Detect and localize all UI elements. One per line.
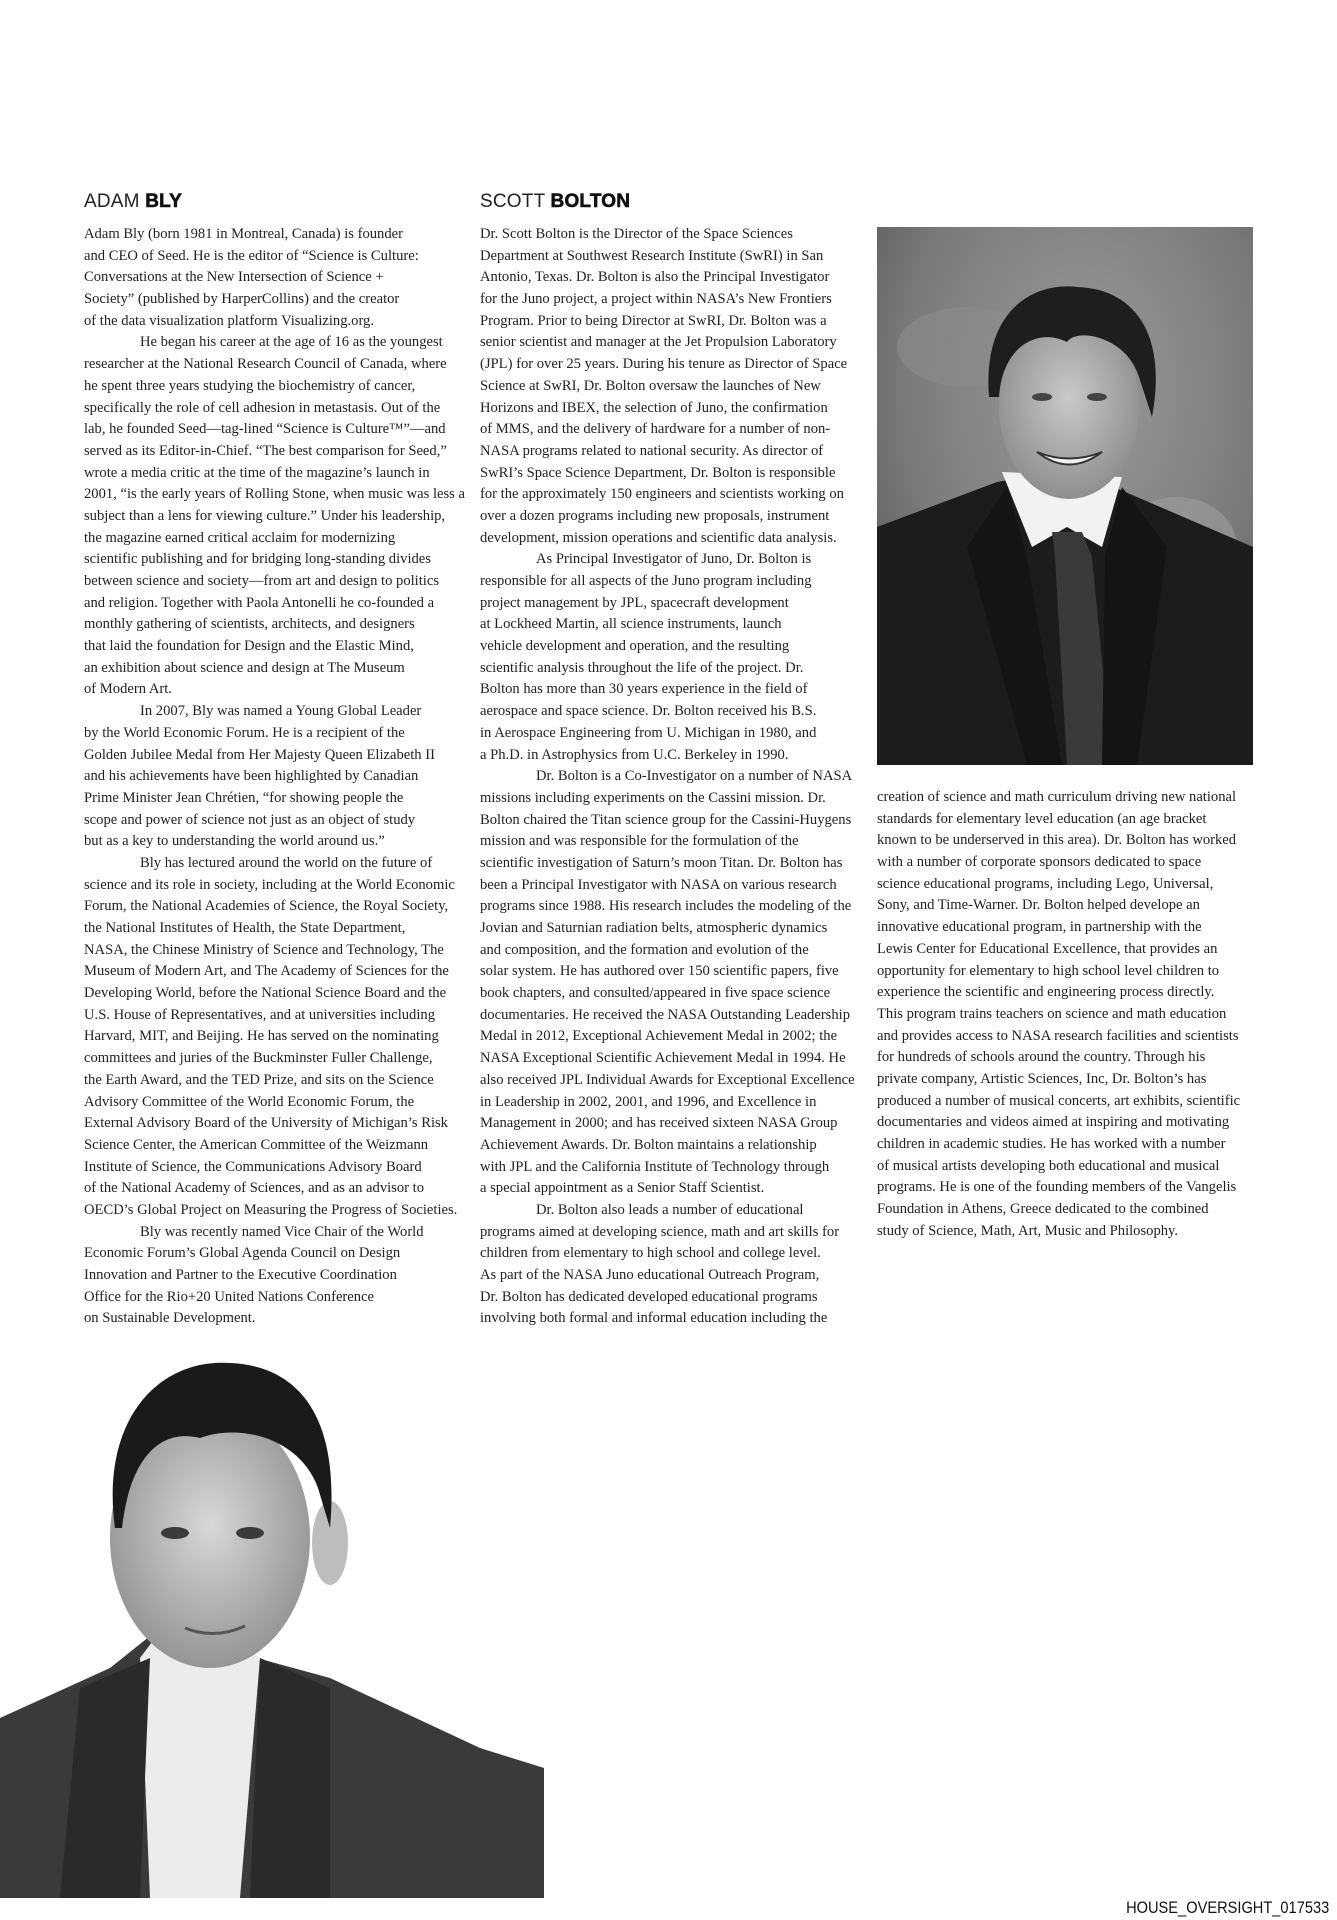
bly-bio-line: the Earth Award, and the TED Prize, and sits on the Science xyxy=(84,1071,434,1088)
bolton-bio-line: Medal in 2012, Exceptional Achievement Medal in 2002; the xyxy=(480,1028,838,1045)
bolton-bio-line: NASA Exceptional Scientific Achievement Medal in 1994. He xyxy=(480,1050,846,1067)
bolton-bio-line: book chapters, and consulted/appeared in five space science xyxy=(480,985,831,1002)
bolton-bio-line: in Leadership in 2002, 2001, and 1996, and Excellence in xyxy=(480,1093,817,1110)
bolton-bio-line: This program trains teachers on science and math education xyxy=(877,1005,1227,1022)
bly-bio-line: he spent three years studying the biochemistry of cancer, xyxy=(84,377,416,394)
bly-bio-line: Adam Bly (born 1981 in Montreal, Canada) is founder xyxy=(84,226,403,242)
bolton-bio-line: of MMS, and the delivery of hardware for a number of non- xyxy=(480,421,831,438)
document-id-footer: HOUSE_OVERSIGHT_017533 xyxy=(1125,1898,1329,1917)
bly-first-name: ADAM xyxy=(84,191,140,212)
bolton-bio-line: and composition, and the formation and evolution of the xyxy=(480,941,809,958)
bolton-bio-line: Dr. Bolton also leads a number of educational xyxy=(536,1201,804,1218)
bolton-bio-line: solar system. He has authored over 150 scientific papers, five xyxy=(480,963,839,980)
bly-last-name: BLY xyxy=(145,191,183,212)
bly-bio-line: researcher at the National Research Council of Canada, where xyxy=(84,356,447,373)
bolton-bio-line: Dr. Scott Bolton is the Director of the Space Sciences xyxy=(480,226,793,242)
bolton-bio-column xyxy=(480,224,855,1330)
bolton-bio-line: Department at Southwest Research Institute (SwRI) in San xyxy=(480,247,824,264)
bly-bio-line: of Modern Art. xyxy=(84,681,172,698)
bolton-bio-line: Achievement Awards. Dr. Bolton maintains a relationship xyxy=(480,1136,817,1153)
bolton-last-name: BOLTON xyxy=(550,191,631,212)
bly-bio-line: Golden Jubilee Medal from Her Majesty Queen Elizabeth II xyxy=(84,746,435,763)
bolton-bio-line: development, mission operations and scientific data analysis. xyxy=(480,529,837,546)
bolton-bio-line: programs since 1988. His research includes the modeling of the xyxy=(480,898,852,915)
bly-bio-line: Society” (published by HarperCollins) and the creator xyxy=(84,291,400,308)
bolton-bio-line: Dr. Bolton has dedicated developed educational programs xyxy=(480,1288,818,1305)
bolton-bio-line: As part of the NASA Juno educational Outreach Program, xyxy=(480,1267,820,1283)
bly-bio-line: Bly was recently named Vice Chair of the World xyxy=(140,1223,424,1240)
bolton-bio-line: programs. He is one of the founding members of the Vangelis xyxy=(877,1179,1237,1196)
bolton-bio-line: Sony, and Time-Warner. Dr. Bolton helped develope an xyxy=(877,897,1200,914)
bly-bio-line: Harvard, MIT, and Beijing. He has served on the nominating xyxy=(84,1028,439,1045)
bly-bio-line: specifically the role of cell adhesion in metastasis. Out of the xyxy=(84,399,441,416)
bolton-bio-line: documentaries and videos aimed at inspiring and motivating xyxy=(877,1114,1230,1131)
bly-bio-line: the magazine earned critical acclaim for modernizing xyxy=(84,529,396,546)
bly-bio-line: between science and society—from art and design to politics xyxy=(84,573,440,589)
bly-bio-line: scientific publishing and for bridging long-standing divides xyxy=(84,551,431,568)
bly-bio-line: Prime Minister Jean Chrétien, “for showing people the xyxy=(84,789,404,806)
bly-bio-line: an exhibition about science and design at The Museum xyxy=(84,659,405,676)
bolton-bio-line: experience the scientific and engineering process directly. xyxy=(877,984,1215,1001)
bolton-bio-line: creation of science and math curriculum driving new national xyxy=(877,789,1237,805)
bly-bio-line: Institute of Science, the Communications Advisory Board xyxy=(84,1158,422,1175)
bly-bio-line: served as its Editor-in-Chief. “The best comparison for Seed,” xyxy=(84,442,447,459)
bly-bio-line: U.S. House of Representatives, and at universities including xyxy=(84,1006,435,1023)
bolton-bio-line: programs aimed at developing science, math and art skills for xyxy=(480,1223,840,1240)
bly-bio-column xyxy=(84,224,465,1330)
bly-bio-line: Advisory Committee of the World Economic Forum, the xyxy=(84,1093,415,1110)
bolton-bio-line: opportunity for elementary to high school level children to xyxy=(877,962,1220,979)
bly-bio-line: subject than a lens for viewing culture.” Under his leadership, xyxy=(84,507,446,524)
bolton-bio-line: for the approximately 150 engineers and scientists working on xyxy=(480,486,844,503)
bly-bio-line: the National Institutes of Health, the State Department, xyxy=(84,920,406,936)
bolton-bio-line: documentaries. He received the NASA Outstanding Leadership xyxy=(480,1006,851,1023)
bolton-bio-line: children in academic studies. He has worked with a number xyxy=(877,1136,1226,1152)
bly-bio-line: and religion. Together with Paola Antonelli he co-founded a xyxy=(84,594,435,611)
bolton-bio-line: Bolton chaired the Titan science group for the Cassini-Huygens xyxy=(480,811,852,828)
bolton-bio-line: Dr. Bolton is a Co-Investigator on a number of NASA xyxy=(536,768,853,785)
bolton-bio-line: standards for elementary level education (an age bracket xyxy=(877,810,1207,827)
bly-bio-line: Office for the Rio+20 United Nations Conference xyxy=(84,1288,375,1305)
bly-bio-line: Forum, the National Academies of Science, the Royal Society, xyxy=(84,898,449,915)
bolton-bio-line: As Principal Investigator of Juno, Dr. Bolton is xyxy=(536,551,812,568)
bly-portrait-photo xyxy=(0,1328,544,1898)
bly-bio-line: NASA, the Chinese Ministry of Science and Technology, The xyxy=(84,941,444,958)
bolton-bio-line: in Aerospace Engineering from U. Michigan in 1980, and xyxy=(480,724,817,741)
bolton-bio-line: Science at SwRI, Dr. Bolton oversaw the launches of New xyxy=(480,377,821,394)
bolton-bio-line: NASA programs related to national security. As director of xyxy=(480,442,824,459)
bly-bio-line: 2001, “is the early years of Rolling Stone, when music was less a xyxy=(84,486,465,503)
bolton-bio-line: with a number of corporate sponsors dedicated to space xyxy=(877,854,1202,871)
bly-bio-line: Museum of Modern Art, and The Academy of Sciences for the xyxy=(84,963,449,980)
bolton-bio-line: aerospace and space science. Dr. Bolton received his B.S. xyxy=(480,703,817,720)
bly-bio-line: wrote a media critic at the time of the magazine’s launch in xyxy=(84,464,430,481)
bly-bio-line: External Advisory Board of the University of Michigan’s Risk xyxy=(84,1115,448,1132)
bolton-bio-line: for the Juno project, a project within NASA’s New Frontiers xyxy=(480,291,832,308)
bolton-bio-line: Management in 2000; and has received sixteen NASA Group xyxy=(480,1115,838,1132)
bly-bio-line: Innovation and Partner to the Executive Coordination xyxy=(84,1267,397,1283)
bly-bio-line: and CEO of Seed. He is the editor of “Science is Culture: xyxy=(84,247,419,264)
bly-bio-line: by the World Economic Forum. He is a recipient of the xyxy=(84,724,405,741)
bolton-bio-line: missions including experiments on the Cassini mission. Dr. xyxy=(480,789,826,806)
bolton-bio-line: study of Science, Math, Art, Music and Philosophy. xyxy=(877,1222,1179,1239)
bly-heading xyxy=(84,191,182,213)
bly-bio-line: but as a key to understanding the world around us.” xyxy=(84,833,385,850)
bly-bio-line: Conversations at the New Intersection of Science + xyxy=(84,269,384,286)
bly-bio-line: science and its role in society, including at the World Economic xyxy=(84,876,455,893)
bolton-bio-line: Bolton has more than 30 years experience in the field of xyxy=(480,681,808,698)
bolton-bio-line: innovative educational program, in partnership with the xyxy=(877,919,1202,936)
bolton-bio-line: for hundreds of schools around the country. Through his xyxy=(877,1049,1206,1066)
bolton-bio-line: Antonio, Texas. Dr. Bolton is also the Principal Investigator xyxy=(480,269,830,286)
bly-bio-line: OECD’s Global Project on Measuring the Progress of Societies. xyxy=(84,1201,458,1218)
bolton-bio-line: Horizons and IBEX, the selection of Juno, the confirmation xyxy=(480,399,828,416)
bolton-bio-line: vehicle development and operation, and the resulting xyxy=(480,638,790,655)
bolton-bio-line: also received JPL Individual Awards for Exceptional Excellence xyxy=(480,1071,855,1088)
bolton-bio-line: produced a number of musical concerts, art exhibits, scientific xyxy=(877,1092,1241,1109)
bolton-bio-line: project management by JPL, spacecraft development xyxy=(480,594,789,611)
bly-bio-line: and his achievements have been highlighted by Canadian xyxy=(84,768,419,785)
bolton-bio-line: responsible for all aspects of the Juno program including xyxy=(480,573,812,589)
bly-bio-line: lab, he founded Seed—tag-lined “Science is Culture™”—and xyxy=(84,421,446,438)
bly-bio-line: Science Center, the American Committee of the Weizmann xyxy=(84,1136,429,1153)
bly-bio-line: Developing World, before the National Science Board and the xyxy=(84,985,447,1002)
bolton-bio-line: Program. Prior to being Director at SwRI, Dr. Bolton was a xyxy=(480,312,827,329)
bly-bio-line: He began his career at the age of 16 as the youngest xyxy=(140,334,443,351)
bolton-bio-line: at Lockheed Martin, all science instruments, launch xyxy=(480,616,782,633)
bly-bio-line: on Sustainable Development. xyxy=(84,1310,256,1327)
bolton-bio-line: with JPL and the California Institute of Technology through xyxy=(480,1158,830,1175)
bolton-bio-line: and provides access to NASA research facilities and scientists xyxy=(877,1027,1239,1044)
bly-bio-line: scope and power of science not just as an object of study xyxy=(84,811,416,828)
bly-bio-line: Bly has lectured around the world on the future of xyxy=(140,854,433,871)
bly-bio-line: monthly gathering of scientists, architects, and designers xyxy=(84,616,415,633)
bly-bio-line: of the data visualization platform Visualizing.org. xyxy=(84,312,374,329)
bolton-bio-line: known to be underserved in this area). Dr. Bolton has worked xyxy=(877,832,1237,849)
bolton-bio-line: Foundation in Athens, Greece dedicated to the combined xyxy=(877,1201,1209,1218)
bolton-bio-line: senior scientist and manager at the Jet Propulsion Laboratory xyxy=(480,334,837,351)
bolton-bio-line: of musical artists developing both educational and musical xyxy=(877,1157,1220,1174)
bolton-bio-line: Jovian and Saturnian radiation belts, atmospheric dynamics xyxy=(480,920,828,936)
bolton-bio-line: scientific analysis throughout the life of the project. Dr. xyxy=(480,659,804,676)
bolton-bio-line: involving both formal and informal education including the xyxy=(480,1310,828,1327)
bolton-first-name: SCOTT xyxy=(480,191,546,212)
bolton-bio-line: a special appointment as a Senior Staff Scientist. xyxy=(480,1180,765,1197)
bly-bio-line: In 2007, Bly was named a Young Global Leader xyxy=(140,703,422,720)
bolton-bio-line: over a dozen programs including new proposals, instrument xyxy=(480,507,830,524)
bolton-bio-line: mission and was responsible for the formulation of the xyxy=(480,833,799,850)
bolton-bio-continuation xyxy=(877,787,1240,1242)
bolton-portrait-photo xyxy=(877,227,1253,765)
bolton-bio-line: a Ph.D. in Astrophysics from U.C. Berkeley in 1990. xyxy=(480,746,789,763)
bolton-bio-line: scientific investigation of Saturn’s moon Titan. Dr. Bolton has xyxy=(480,854,843,871)
bly-bio-line: committees and juries of the Buckminster Fuller Challenge, xyxy=(84,1050,433,1067)
bolton-bio-line: science educational programs, including Lego, Universal, xyxy=(877,875,1214,892)
bly-bio-line: of the National Academy of Sciences, and as an advisor to xyxy=(84,1180,425,1197)
bly-bio-line: that laid the foundation for Design and the Elastic Mind, xyxy=(84,638,414,655)
bolton-bio-line: been a Principal Investigator with NASA on various research xyxy=(480,876,837,893)
bolton-bio-line: children from elementary to high school and college level. xyxy=(480,1245,821,1262)
bly-bio-line: Economic Forum’s Global Agenda Council on Design xyxy=(84,1245,401,1262)
bolton-bio-line: Lewis Center for Educational Excellence, that provides an xyxy=(877,940,1218,957)
bolton-bio-line: private company, Artistic Sciences, Inc, Dr. Bolton’s has xyxy=(877,1070,1207,1087)
bolton-bio-line: SwRI’s Space Science Department, Dr. Bolton is responsible xyxy=(480,464,836,481)
bolton-bio-line: (JPL) for over 25 years. During his tenure as Director of Space xyxy=(480,356,848,373)
bolton-heading xyxy=(480,191,630,213)
